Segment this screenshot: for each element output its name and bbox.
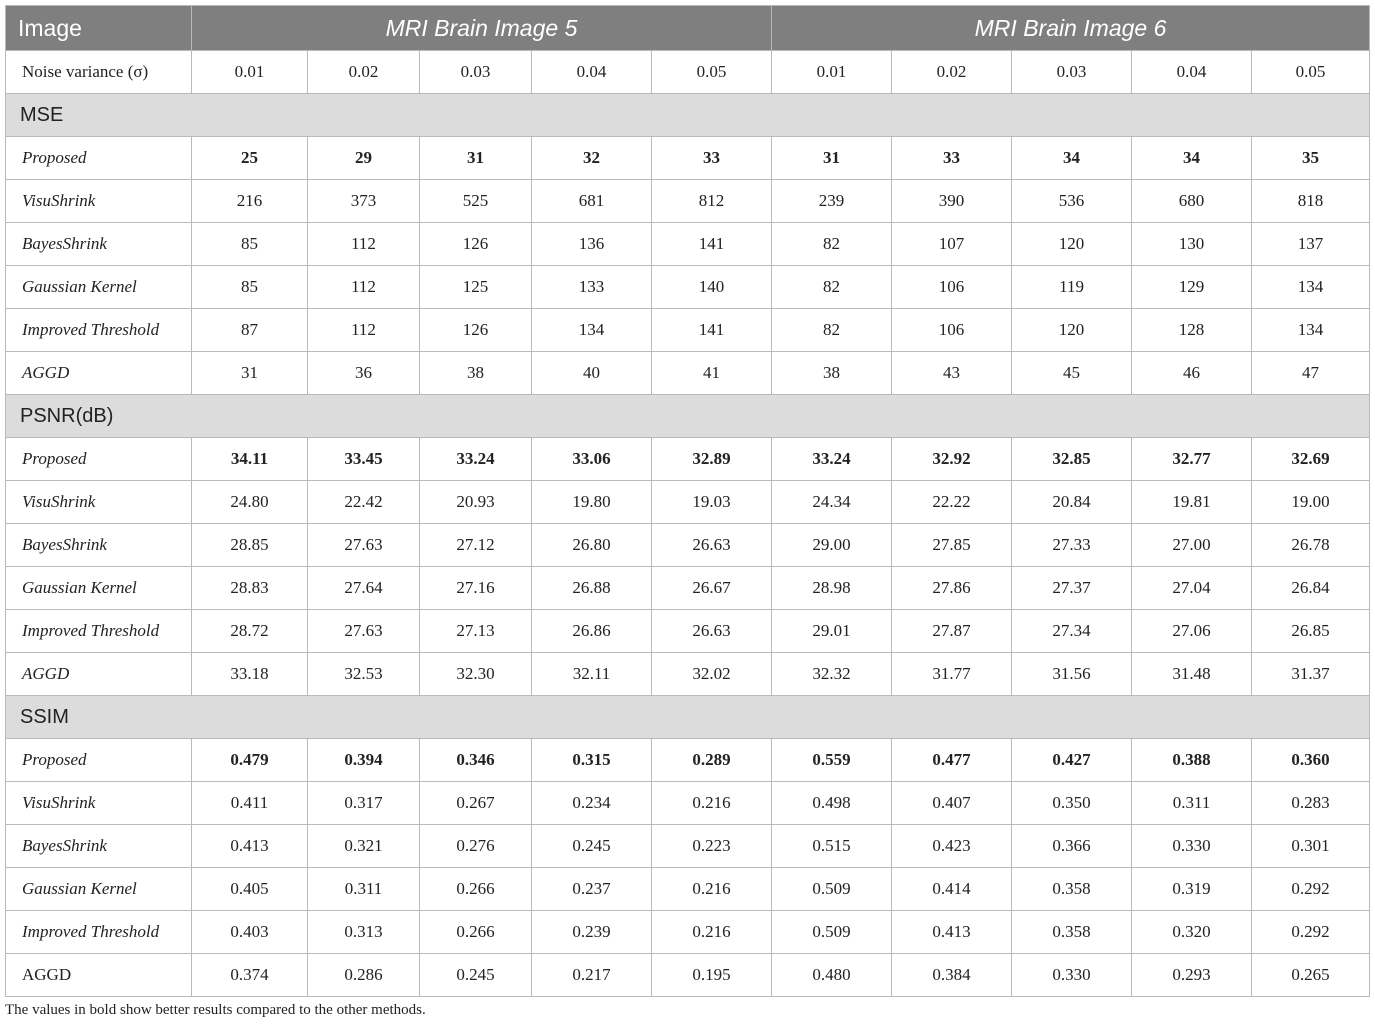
metric-value: 0.405 [192,868,308,911]
metric-value: 34.11 [192,438,308,481]
metric-value: 0.311 [1132,782,1252,825]
metric-value: 680 [1132,180,1252,223]
section-row-mse [6,94,1370,137]
metric-value: 32.77 [1132,438,1252,481]
metric-value: 29 [308,137,420,180]
metric-value: 26.78 [1252,524,1370,567]
metric-value: 45 [1012,352,1132,395]
metric-value: 140 [652,266,772,309]
metric-value: 38 [420,352,532,395]
method-label: Improved Threshold [6,911,192,954]
table-row [6,223,1370,266]
table-row [6,524,1370,567]
metric-value: 46 [1132,352,1252,395]
method-label: Gaussian Kernel [6,266,192,309]
metric-value: 0.407 [892,782,1012,825]
table-row [6,266,1370,309]
metric-value: 0.366 [1012,825,1132,868]
metric-value: 0.216 [652,868,772,911]
metric-value: 0.286 [308,954,420,997]
metric-value: 19.80 [532,481,652,524]
metric-value: 34 [1132,137,1252,180]
metric-value: 36 [308,352,420,395]
metric-value: 0.292 [1252,868,1370,911]
metric-value: 0.414 [892,868,1012,911]
method-label: VisuShrink [6,782,192,825]
metric-value: 107 [892,223,1012,266]
metric-value: 0.266 [420,868,532,911]
metric-value: 0.384 [892,954,1012,997]
header-group-image-5: MRI Brain Image 5 [192,6,772,51]
metric-value: 106 [892,309,1012,352]
metric-value: 0.315 [532,739,652,782]
metric-value: 26.80 [532,524,652,567]
metric-value: 27.12 [420,524,532,567]
metric-value: 390 [892,180,1012,223]
metric-value: 129 [1132,266,1252,309]
metric-value: 120 [1012,309,1132,352]
metric-value: 33.24 [420,438,532,481]
table-row [6,954,1370,997]
metric-value: 0.319 [1132,868,1252,911]
metric-value: 0.217 [532,954,652,997]
metric-value: 0.239 [532,911,652,954]
noise-value: 0.05 [1252,51,1370,94]
metric-value: 119 [1012,266,1132,309]
metric-value: 0.266 [420,911,532,954]
metric-value: 87 [192,309,308,352]
table-row [6,438,1370,481]
metric-value: 0.311 [308,868,420,911]
metric-value: 141 [652,309,772,352]
metric-value: 239 [772,180,892,223]
metric-value: 134 [1252,266,1370,309]
metric-value: 125 [420,266,532,309]
metric-value: 112 [308,309,420,352]
metric-value: 31 [192,352,308,395]
table-row [6,868,1370,911]
table-row [6,137,1370,180]
metric-value: 33 [892,137,1012,180]
table-row [6,782,1370,825]
metric-value: 19.03 [652,481,772,524]
metric-value: 0.360 [1252,739,1370,782]
metric-value: 41 [652,352,772,395]
table-row [6,567,1370,610]
metric-value: 27.85 [892,524,1012,567]
table-header-row [6,6,1370,51]
table-body [6,51,1370,997]
metric-value: 126 [420,223,532,266]
metric-value: 0.223 [652,825,772,868]
metric-value: 24.80 [192,481,308,524]
metric-value: 141 [652,223,772,266]
metric-value: 27.04 [1132,567,1252,610]
metric-value: 0.394 [308,739,420,782]
metric-value: 26.88 [532,567,652,610]
noise-value: 0.04 [1132,51,1252,94]
method-label: BayesShrink [6,223,192,266]
metric-value: 133 [532,266,652,309]
metric-value: 106 [892,266,1012,309]
results-table [5,5,1370,997]
method-label: Improved Threshold [6,309,192,352]
metric-value: 27.37 [1012,567,1132,610]
noise-value: 0.02 [892,51,1012,94]
method-label: AGGD [6,653,192,696]
metric-value: 28.98 [772,567,892,610]
metric-value: 33.18 [192,653,308,696]
metric-value: 681 [532,180,652,223]
metric-value: 128 [1132,309,1252,352]
metric-value: 0.283 [1252,782,1370,825]
metric-value: 126 [420,309,532,352]
metric-value: 0.423 [892,825,1012,868]
metric-value: 137 [1252,223,1370,266]
metric-value: 0.427 [1012,739,1132,782]
noise-value: 0.04 [532,51,652,94]
metric-value: 32.69 [1252,438,1370,481]
metric-value: 0.358 [1012,868,1132,911]
metric-value: 32.30 [420,653,532,696]
metric-value: 27.63 [308,524,420,567]
method-label: Proposed [6,438,192,481]
metric-value: 32.11 [532,653,652,696]
metric-value: 19.00 [1252,481,1370,524]
metric-value: 0.498 [772,782,892,825]
method-label: VisuShrink [6,180,192,223]
metric-value: 0.289 [652,739,772,782]
method-label: Gaussian Kernel [6,868,192,911]
metric-value: 27.00 [1132,524,1252,567]
metric-value: 32.85 [1012,438,1132,481]
metric-value: 31.77 [892,653,1012,696]
metric-value: 0.301 [1252,825,1370,868]
metric-value: 0.411 [192,782,308,825]
method-label: Proposed [6,739,192,782]
metric-value: 0.559 [772,739,892,782]
metric-value: 27.06 [1132,610,1252,653]
metric-value: 34 [1012,137,1132,180]
metric-value: 29.01 [772,610,892,653]
metric-value: 0.403 [192,911,308,954]
metric-value: 26.67 [652,567,772,610]
method-label: Proposed [6,137,192,180]
metric-value: 33.06 [532,438,652,481]
metric-value: 33.45 [308,438,420,481]
metric-value: 22.42 [308,481,420,524]
metric-value: 27.64 [308,567,420,610]
metric-value: 536 [1012,180,1132,223]
metric-value: 0.515 [772,825,892,868]
metric-value: 28.72 [192,610,308,653]
metric-value: 0.509 [772,911,892,954]
metric-value: 31.37 [1252,653,1370,696]
noise-value: 0.02 [308,51,420,94]
section-title: MSE [6,94,1370,137]
metric-value: 0.195 [652,954,772,997]
metric-value: 32.02 [652,653,772,696]
metric-value: 0.234 [532,782,652,825]
metric-value: 32.32 [772,653,892,696]
metric-value: 130 [1132,223,1252,266]
metric-value: 33 [652,137,772,180]
metric-value: 373 [308,180,420,223]
metric-value: 32.53 [308,653,420,696]
metric-value: 32.92 [892,438,1012,481]
method-label: Gaussian Kernel [6,567,192,610]
metric-value: 0.479 [192,739,308,782]
metric-value: 82 [772,309,892,352]
metric-value: 26.84 [1252,567,1370,610]
metric-value: 812 [652,180,772,223]
metric-value: 27.87 [892,610,1012,653]
metric-value: 85 [192,266,308,309]
metric-value: 0.237 [532,868,652,911]
metric-value: 0.216 [652,782,772,825]
metric-value: 27.33 [1012,524,1132,567]
metric-value: 0.267 [420,782,532,825]
table-row [6,610,1370,653]
metric-value: 28.83 [192,567,308,610]
noise-value: 0.03 [420,51,532,94]
table-row [6,481,1370,524]
method-label: BayesShrink [6,524,192,567]
metric-value: 0.330 [1012,954,1132,997]
metric-value: 26.63 [652,610,772,653]
metric-value: 0.350 [1012,782,1132,825]
metric-value: 82 [772,266,892,309]
metric-value: 31.56 [1012,653,1132,696]
metric-value: 22.22 [892,481,1012,524]
metric-value: 33.24 [772,438,892,481]
metric-value: 0.509 [772,868,892,911]
method-label: Improved Threshold [6,610,192,653]
metric-value: 27.13 [420,610,532,653]
metric-value: 0.313 [308,911,420,954]
metric-value: 0.265 [1252,954,1370,997]
section-row-psnr-db [6,395,1370,438]
section-title: PSNR(dB) [6,395,1370,438]
metric-value: 32.89 [652,438,772,481]
metric-value: 85 [192,223,308,266]
table-row [6,911,1370,954]
noise-variance-label: Noise variance (σ) [6,51,192,94]
metric-value: 0.317 [308,782,420,825]
table-row [6,825,1370,868]
noise-value: 0.03 [1012,51,1132,94]
metric-value: 0.292 [1252,911,1370,954]
metric-value: 0.388 [1132,739,1252,782]
metric-value: 28.85 [192,524,308,567]
metric-value: 818 [1252,180,1370,223]
metric-value: 25 [192,137,308,180]
metric-value: 35 [1252,137,1370,180]
metric-value: 24.34 [772,481,892,524]
metric-value: 0.320 [1132,911,1252,954]
metric-value: 40 [532,352,652,395]
noise-variance-row [6,51,1370,94]
metric-value: 0.321 [308,825,420,868]
table-row [6,739,1370,782]
metric-value: 0.413 [192,825,308,868]
metric-value: 43 [892,352,1012,395]
metric-value: 32 [532,137,652,180]
metric-value: 0.330 [1132,825,1252,868]
metric-value: 134 [1252,309,1370,352]
metric-value: 136 [532,223,652,266]
metric-value: 31 [772,137,892,180]
metric-value: 20.93 [420,481,532,524]
metric-value: 82 [772,223,892,266]
metric-value: 26.86 [532,610,652,653]
metric-value: 0.346 [420,739,532,782]
noise-value: 0.01 [772,51,892,94]
metric-value: 0.216 [652,911,772,954]
metric-value: 112 [308,223,420,266]
metric-value: 27.34 [1012,610,1132,653]
results-table-container [5,5,1369,997]
method-label: AGGD [6,352,192,395]
metric-value: 525 [420,180,532,223]
section-row-ssim [6,696,1370,739]
method-label: AGGD [6,954,192,997]
table-footnote: The values in bold show better results compared to the other methods. [5,1002,426,1018]
metric-value: 27.86 [892,567,1012,610]
metric-value: 27.63 [308,610,420,653]
metric-value: 0.374 [192,954,308,997]
metric-value: 0.276 [420,825,532,868]
metric-value: 26.85 [1252,610,1370,653]
method-label: VisuShrink [6,481,192,524]
header-image-label: Image [6,6,192,51]
table-row [6,309,1370,352]
metric-value: 19.81 [1132,481,1252,524]
metric-value: 29.00 [772,524,892,567]
metric-value: 0.477 [892,739,1012,782]
metric-value: 38 [772,352,892,395]
metric-value: 31.48 [1132,653,1252,696]
metric-value: 47 [1252,352,1370,395]
metric-value: 0.293 [1132,954,1252,997]
metric-value: 134 [532,309,652,352]
metric-value: 0.358 [1012,911,1132,954]
metric-value: 216 [192,180,308,223]
section-title: SSIM [6,696,1370,739]
metric-value: 0.480 [772,954,892,997]
metric-value: 112 [308,266,420,309]
table-row [6,352,1370,395]
method-label: BayesShrink [6,825,192,868]
table-row [6,653,1370,696]
header-group-image-6: MRI Brain Image 6 [772,6,1370,51]
metric-value: 0.413 [892,911,1012,954]
metric-value: 31 [420,137,532,180]
metric-value: 26.63 [652,524,772,567]
metric-value: 27.16 [420,567,532,610]
metric-value: 20.84 [1012,481,1132,524]
noise-value: 0.05 [652,51,772,94]
metric-value: 120 [1012,223,1132,266]
noise-value: 0.01 [192,51,308,94]
table-row [6,180,1370,223]
metric-value: 0.245 [420,954,532,997]
metric-value: 0.245 [532,825,652,868]
